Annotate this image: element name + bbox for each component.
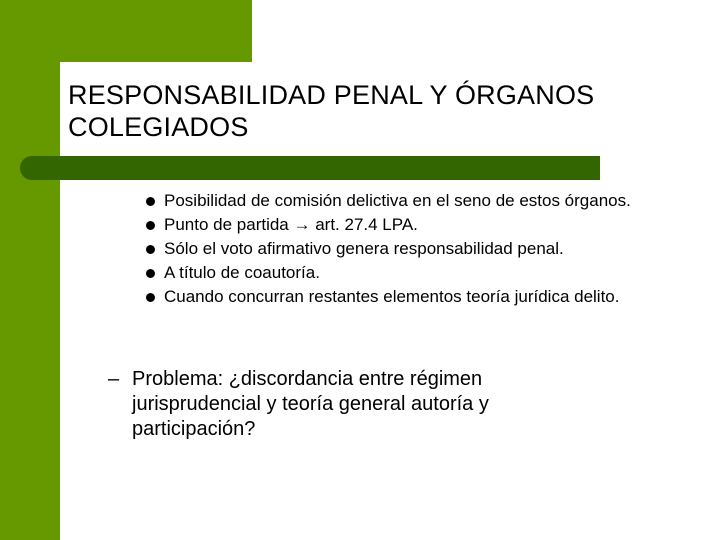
bullet-text: Punto de partida → art. 27.4 LPA. [164,215,418,234]
bullet-dot-icon [146,245,155,254]
slide-title: RESPONSABILIDAD PENAL Y ÓRGANOS COLEGIADOS [68,80,595,142]
bullet-text: Sólo el voto afirmativo genera responsabilidad penal. [164,239,564,258]
bullet-dot-icon [146,197,155,206]
list-item [143,286,663,308]
bullet-text: A título de coautoría. [164,263,320,282]
sub-item-text: Problema: ¿discordancia entre régimen jurisprudencial y teoría general autoría y participación? [132,368,489,440]
list-item [143,214,663,236]
bullet-dot-icon [146,269,155,278]
decorative-green-strip [0,0,60,540]
bullet-text: Cuando concurran restantes elementos teoría jurídica delito. [164,287,620,306]
title-underline-bar [20,156,600,180]
bullet-list [143,190,663,310]
list-item [143,238,663,260]
dash-marker: – [108,368,120,390]
sub-list-item [108,367,578,442]
list-item [143,190,663,212]
decorative-green-block [0,0,252,62]
bullet-text: Posibilidad de comisión delictiva en el seno de estos órganos. [164,191,631,210]
bullet-dot-icon [146,221,155,230]
bullet-dot-icon [146,293,155,302]
list-item [143,262,663,284]
